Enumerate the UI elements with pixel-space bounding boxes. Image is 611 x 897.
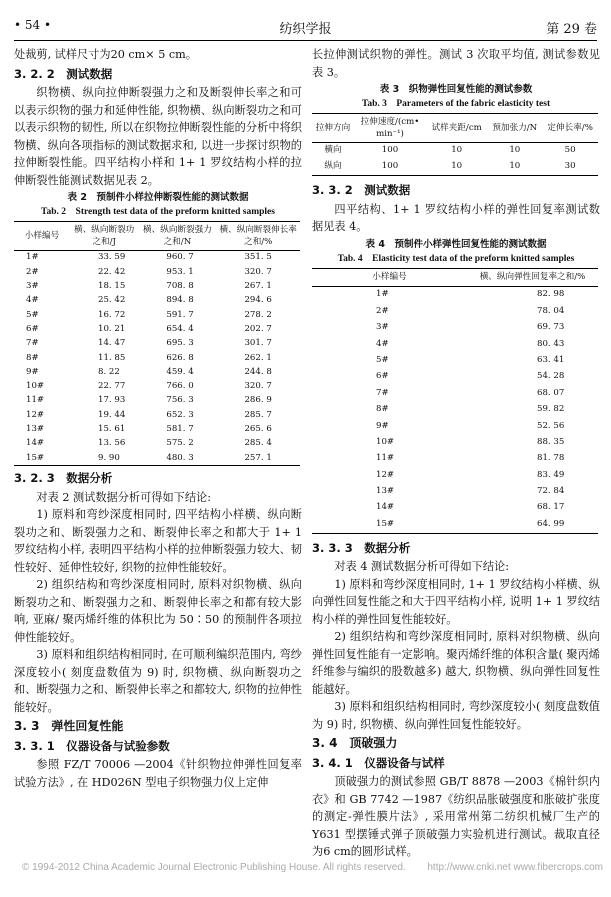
table-cell: 9. 90 bbox=[98, 452, 120, 463]
table-cell: 8# bbox=[26, 352, 39, 363]
table-header: 小样编号 bbox=[14, 222, 70, 251]
table-row bbox=[14, 394, 300, 408]
table-header: 小样编号 bbox=[312, 268, 467, 286]
journal-name: 纺织学报 bbox=[279, 22, 332, 37]
table-cell: 25. 42 bbox=[98, 295, 126, 306]
table-header: 拉伸方向 bbox=[312, 114, 354, 143]
table-row bbox=[14, 251, 300, 266]
table-cell: 320. 7 bbox=[244, 381, 272, 392]
table-caption-en: Tab. 3 Parameters of the fabric elasticity test bbox=[361, 99, 551, 109]
table-caption-cn: 表 3 织物弹性回复性能的测试参数 bbox=[379, 84, 533, 95]
table-3 bbox=[312, 113, 598, 176]
table-cell: 13# bbox=[376, 486, 395, 497]
table-cell: 9# bbox=[26, 366, 39, 377]
table-cell: 6# bbox=[26, 323, 39, 334]
table-cell: 13. 56 bbox=[98, 438, 126, 449]
table-cell: 14# bbox=[26, 438, 45, 449]
table-header: 拉伸速度/(cm• min⁻¹) bbox=[354, 114, 426, 143]
table-row bbox=[312, 352, 598, 368]
table-row bbox=[14, 322, 300, 336]
table-row bbox=[312, 451, 598, 467]
right-column bbox=[312, 46, 600, 861]
volume-label: 第 29 卷 bbox=[546, 22, 597, 37]
table-row bbox=[312, 320, 598, 336]
paragraph: 处裁剪, 试样尺寸为20 cm× 5 cm。 bbox=[14, 48, 197, 61]
table-cell: 81. 78 bbox=[537, 453, 565, 464]
table-row bbox=[14, 423, 300, 437]
table-cell: 100 bbox=[381, 161, 399, 172]
table-row bbox=[14, 451, 300, 466]
table-cell: 横向 bbox=[324, 145, 342, 156]
site-link[interactable]: http://www.cnki.net www.fibercrops.com bbox=[427, 862, 603, 873]
table-cell: 591. 7 bbox=[166, 309, 194, 320]
paragraph: 3) 原料和组织结构相同时, 弯纱深度较小( 刻度盘数值为 9) 时, 织物横、纵向弹性回复性能较好。 bbox=[312, 700, 600, 731]
paragraph: 1) 原料和弯纱深度相同时, 四平结构小样横、纵向断裂功之和、断裂强力之和、断裂伸长率之和都大于 1+ 1 罗纹结构小样, 表明四平结构小样的拉伸断裂强力较大、韧性较好、延伸性较好, 织物的拉伸性能较好。 bbox=[14, 508, 302, 574]
copyright-text: © 1994-2012 China Academic Journal Electronic Publishing House. All rights reserved. bbox=[22, 862, 406, 873]
table-cell: 10. 21 bbox=[98, 323, 126, 334]
table-row bbox=[312, 467, 598, 483]
table-cell: 202. 7 bbox=[244, 323, 272, 334]
table-cell: 708. 8 bbox=[166, 281, 194, 292]
table-cell: 1# bbox=[26, 252, 39, 263]
table-row bbox=[312, 286, 598, 303]
table-cell: 294. 6 bbox=[244, 295, 272, 306]
table-row bbox=[14, 337, 300, 351]
table-cell: 10 bbox=[451, 145, 463, 156]
table-cell: 278. 2 bbox=[244, 309, 272, 320]
table-row bbox=[14, 408, 300, 422]
table-row bbox=[312, 402, 598, 418]
table-row bbox=[14, 265, 300, 279]
paragraph: 2) 组织结构和弯纱深度相同时, 原料对织物横、纵向断裂功之和、断裂强力之和、断裂伸长率之和都有较大影响, 亚麻/ 聚丙烯纤维的体积比为 50∶50 的预制件各项拉伸性能较好。 bbox=[14, 578, 302, 644]
table-cell: 30 bbox=[564, 161, 576, 172]
table-cell: 480. 3 bbox=[166, 452, 194, 463]
table-cell: 7# bbox=[26, 338, 39, 349]
table-cell: 5# bbox=[376, 354, 389, 365]
table-cell: 1# bbox=[376, 289, 389, 300]
table-cell: 756. 3 bbox=[166, 395, 194, 406]
table-cell: 59. 82 bbox=[537, 404, 565, 415]
table-cell: 894. 8 bbox=[166, 295, 194, 306]
table-cell: 8. 22 bbox=[98, 366, 120, 377]
section-heading: 3. 3 弹性回复性能 bbox=[14, 719, 124, 734]
table-cell: 8# bbox=[376, 404, 389, 415]
table-cell: 652. 3 bbox=[166, 409, 194, 420]
table-cell: 64. 99 bbox=[537, 518, 565, 529]
table-header: 横、纵向弹性回复率之和/% bbox=[467, 268, 598, 286]
table-row bbox=[312, 385, 598, 401]
section-heading: 3. 4. 1 仪器设备与试样 bbox=[312, 755, 445, 770]
table-row bbox=[14, 365, 300, 379]
table-row bbox=[14, 351, 300, 365]
table-cell: 78. 04 bbox=[537, 305, 565, 316]
paragraph: 1) 原料和弯纱深度相同时, 1+ 1 罗纹结构小样横、纵向弹性回复性能之和大于四平结构小样, 说明 1+ 1 罗纹结构小样的弹性回复性能较好。 bbox=[312, 577, 600, 626]
table-cell: 4# bbox=[376, 338, 389, 349]
table-cell: 11# bbox=[376, 453, 395, 464]
page-number: • 54 • bbox=[14, 18, 52, 32]
table-cell: 22. 42 bbox=[98, 266, 126, 277]
section-heading: 3. 3. 2 测试数据 bbox=[312, 183, 411, 197]
table-header: 定伸长率/% bbox=[542, 114, 598, 143]
table-cell: 15. 61 bbox=[98, 424, 126, 434]
table-cell: 10 bbox=[451, 161, 463, 172]
table-cell: 69. 73 bbox=[537, 322, 565, 333]
table-row bbox=[14, 437, 300, 451]
table-row bbox=[312, 369, 598, 385]
table-cell: 11# bbox=[26, 395, 45, 406]
table-cell: 286. 9 bbox=[244, 395, 272, 406]
paragraph: 四平结构、1+ 1 罗纹结构小样的弹性回复率测试数据见表 4。 bbox=[312, 202, 600, 233]
table-cell: 12# bbox=[26, 409, 45, 420]
table-cell: 54. 28 bbox=[537, 371, 565, 382]
paragraph: 顶破强力的测试参照 GB/T 8878 —2003《棉针织内衣》和 GB 7742 —1987《纺织品胀破强度和胀破扩张度的测定-弹性膜片法》, 采用常州第二纺织机械厂生产的 Y631 型摆锤式弹子顶破强力实验机进行测试。裁取直径为6 cm的圆形试样。 bbox=[312, 775, 600, 859]
table-row bbox=[312, 484, 598, 500]
table-cell: 68. 17 bbox=[537, 502, 565, 513]
paragraph: 织物横、纵向拉伸断裂强力之和及断裂伸长率之和可以表示织物的强力和延伸性能, 织物横、纵向断裂功之和可以表示织物的韧性, 所以在织物拉伸断裂性能的分析中将织物横、纵向各项指标的测试数据求和, 以进一步探讨织物的拉伸断裂性能。四平结构小样和 1+ 1 罗纹结构小样的拉伸断裂性能测试数据见表 2。 bbox=[14, 86, 302, 187]
table-cell: 22. 77 bbox=[98, 381, 126, 392]
table-cell: 63. 41 bbox=[537, 354, 565, 365]
section-heading: 3. 3. 3 数据分析 bbox=[312, 540, 411, 555]
table-cell: 581. 7 bbox=[166, 424, 194, 434]
paragraph: 2) 组织结构和弯纱深度相同时, 原料对织物横、纵向弹性回复性能有一定影响。聚丙烯纤维的体积含量( 聚丙烯纤维参与编织的股数越多) 越大, 织物横、纵向弹性回复性能越好。 bbox=[312, 630, 600, 696]
paragraph: 3) 原料和组织结构相同时, 在可顺利编织范围内, 弯纱深度较小( 刻度盘数值为 9) 时, 织物横、纵向断裂功之和、断裂强力之和、断裂伸长率之和都较大, 织物的拉伸性能较好。 bbox=[14, 648, 302, 714]
table-cell: 82. 98 bbox=[537, 289, 565, 300]
table-cell: 7# bbox=[376, 387, 389, 398]
table-4 bbox=[312, 268, 598, 534]
table-cell: 2# bbox=[376, 305, 389, 316]
table-cell: 纵向 bbox=[324, 161, 342, 172]
table-row bbox=[312, 336, 598, 352]
table-cell: 351. 5 bbox=[244, 252, 272, 263]
table-cell: 16. 72 bbox=[98, 309, 126, 320]
table-cell: 68. 07 bbox=[537, 387, 565, 398]
table-caption-cn: 表 4 预制件小样弹性回复性能的测试数据 bbox=[365, 238, 547, 250]
table-cell: 15# bbox=[376, 518, 395, 529]
paragraph: 长拉伸测试织物的弹性。测试 3 次取平均值, 测试参数见表 3。 bbox=[312, 48, 600, 79]
table-cell: 301. 7 bbox=[244, 338, 272, 349]
table-row bbox=[312, 159, 598, 176]
table-cell: 3# bbox=[26, 281, 39, 292]
table-cell: 83. 49 bbox=[537, 469, 565, 480]
table-cell: 575. 2 bbox=[166, 438, 194, 449]
table-cell: 33. 59 bbox=[98, 252, 126, 263]
table-caption-en: Tab. 4 Elasticity test data of the preform knitted samples bbox=[337, 253, 575, 264]
table-cell: 267. 1 bbox=[244, 281, 272, 292]
table-cell: 2# bbox=[26, 266, 39, 277]
table-cell: 14. 47 bbox=[98, 338, 126, 349]
section-heading: 3. 2. 3 数据分析 bbox=[14, 471, 113, 486]
table-cell: 88. 35 bbox=[537, 436, 565, 447]
table-cell: 100 bbox=[381, 145, 399, 156]
table-row bbox=[14, 380, 300, 394]
table-cell: 80. 43 bbox=[537, 338, 565, 349]
table-row bbox=[312, 143, 598, 160]
table-cell: 265. 6 bbox=[244, 424, 272, 434]
table-cell: 695. 3 bbox=[166, 338, 194, 349]
table-cell: 285. 7 bbox=[244, 409, 272, 420]
table-cell: 626. 8 bbox=[166, 352, 194, 363]
table-2 bbox=[14, 221, 300, 466]
table-cell: 12# bbox=[376, 469, 395, 480]
table-row bbox=[14, 280, 300, 294]
table-cell: 262. 1 bbox=[244, 352, 272, 363]
table-header: 横、纵向断裂伸长率之和/% bbox=[216, 222, 300, 251]
paragraph: 参照 FZ/T 70006 —2004《针织物拉伸弹性回复率试验方法》, 在 HD026N 型电子织物强力仪上定伸 bbox=[14, 758, 302, 789]
table-caption-en: Tab. 2 Strength test data of the preform knitted samples bbox=[41, 207, 275, 217]
left-column bbox=[14, 46, 302, 791]
section-heading: 3. 2. 2 测试数据 bbox=[14, 66, 113, 81]
table-cell: 10 bbox=[509, 145, 521, 156]
table-cell: 19. 44 bbox=[98, 409, 126, 420]
table-header: 横、纵向断裂功之和/J bbox=[70, 222, 138, 251]
table-row bbox=[312, 418, 598, 434]
table-cell: 320. 7 bbox=[244, 266, 272, 277]
table-cell: 15# bbox=[26, 452, 45, 463]
table-cell: 10 bbox=[509, 161, 521, 172]
table-cell: 18. 15 bbox=[98, 281, 126, 292]
table-cell: 10# bbox=[26, 381, 45, 392]
table-cell: 953. 1 bbox=[166, 266, 194, 277]
table-cell: 766. 0 bbox=[166, 381, 194, 392]
paragraph: 对表 4 测试数据分析可得如下结论: bbox=[334, 560, 510, 574]
table-cell: 13# bbox=[26, 424, 45, 434]
table-cell: 4# bbox=[26, 295, 39, 306]
table-cell: 5# bbox=[26, 309, 39, 320]
table-row bbox=[312, 500, 598, 516]
table-row bbox=[312, 303, 598, 319]
page-header bbox=[14, 18, 597, 38]
table-cell: 50 bbox=[564, 145, 576, 156]
table-cell: 257. 1 bbox=[244, 452, 272, 463]
table-cell: 459. 4 bbox=[166, 366, 194, 377]
table-header: 横、纵向断裂强力之和/N bbox=[138, 222, 216, 251]
table-cell: 10# bbox=[376, 436, 395, 447]
table-cell: 72. 84 bbox=[537, 486, 565, 497]
table-cell: 960. 7 bbox=[166, 252, 194, 263]
paragraph: 对表 2 测试数据分析可得如下结论: bbox=[36, 490, 212, 504]
table-cell: 244. 8 bbox=[244, 366, 272, 377]
table-header: 试样夹距/cm bbox=[426, 114, 487, 143]
table-cell: 11. 85 bbox=[98, 352, 126, 363]
table-cell: 14# bbox=[376, 502, 395, 513]
section-heading: 3. 4 顶破强力 bbox=[312, 736, 398, 751]
table-cell: 9# bbox=[376, 420, 389, 431]
table-cell: 654. 4 bbox=[166, 323, 194, 334]
table-header: 预加张力/N bbox=[487, 114, 542, 143]
table-row bbox=[14, 294, 300, 308]
table-cell: 285. 4 bbox=[244, 438, 272, 449]
header-rule bbox=[14, 40, 597, 41]
table-cell: 17. 93 bbox=[98, 395, 126, 406]
table-cell: 52. 56 bbox=[537, 420, 565, 431]
table-caption-cn: 表 2 预制件小样拉伸断裂性能的测试数据 bbox=[67, 192, 249, 203]
table-cell: 6# bbox=[376, 371, 389, 382]
table-row bbox=[312, 516, 598, 533]
table-cell: 3# bbox=[376, 322, 389, 333]
table-row bbox=[14, 308, 300, 322]
section-heading: 3. 3. 1 仪器设备与试验参数 bbox=[14, 738, 170, 753]
table-row bbox=[312, 434, 598, 450]
